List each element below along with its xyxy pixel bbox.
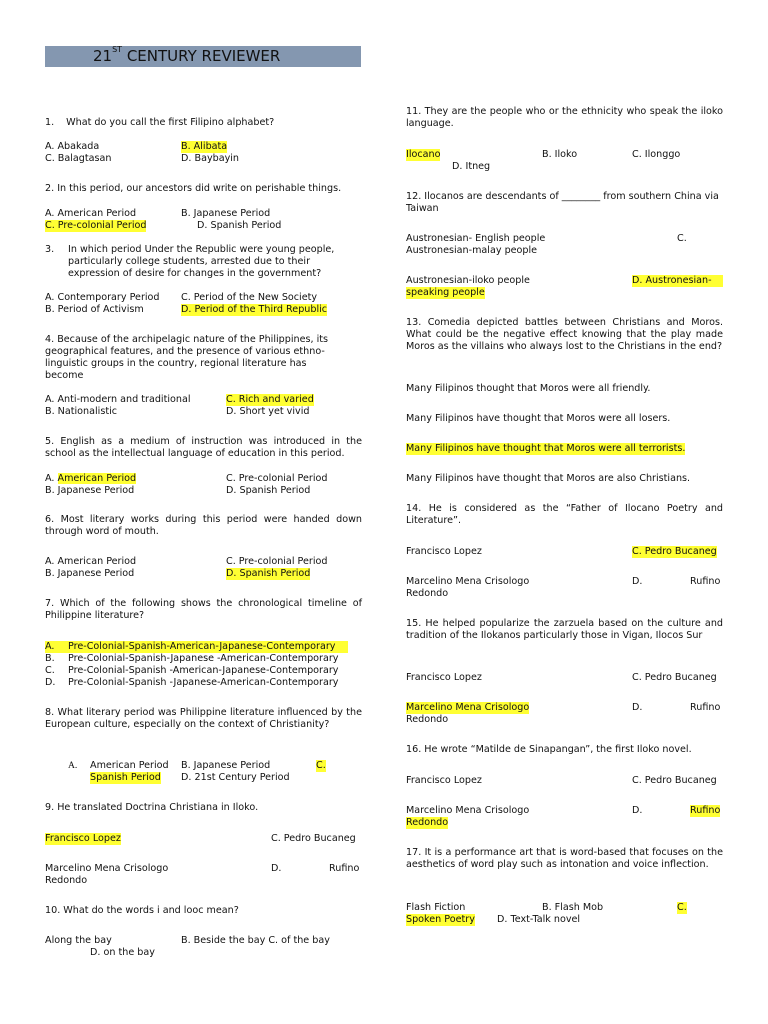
q16-option-d-cont: Redondo [406,817,449,828]
question-2: 2. In this period, our ancestors did write on perishable things. [45,183,342,194]
q2-option-b: B. Japanese Period [181,208,271,219]
q9-option-d-cont: Redondo [45,875,88,886]
q17-option-a: Flash Fiction [406,902,466,913]
q5-option-b: B. Japanese Period [45,485,135,496]
q12-option-d-cont: speaking people [406,287,485,298]
q9-option-c: C. Pedro Bucaneg [271,833,356,844]
question-5: 5. English as a medium of instruction was introduced in the school as the intellectual language of education in this period. [45,436,362,459]
q9-option-d-letter: D. [271,863,282,874]
q13-option-c: Many Filipinos have thought that Moros were all terrorists. [406,443,686,454]
q13-option-b: Many Filipinos have thought that Moros were all losers. [406,413,671,424]
q1-option-b: B. Alibata [181,141,228,152]
q6-option-a: A. American Period [45,556,137,567]
question-17: 17. It is a performance art that is word-based that focuses on the aesthetics of word play such as intonation and voice inflection. [406,847,723,870]
q15-option-d-letter: D. [632,702,643,713]
q8-option-c-letter: C. [316,760,326,771]
q17-option-b: B. Flash Mob [542,902,604,913]
q14-option-b: Marcelino Mena Crisologo [406,576,530,587]
q3-option-d: D. Period of the Third Republic [181,304,328,315]
q7-option-a: A. Pre-Colonial-Spanish-American-Japanese-Contemporary [45,641,348,653]
q3-option-b: B. Period of Activism [45,304,144,315]
q2-option-c: C. Pre-colonial Period [45,220,147,231]
q16-option-d: Rufino [690,805,721,816]
question-9: 9. He translated Doctrina Christiana in Iloko. [45,802,259,813]
q3-option-a: A. Contemporary Period [45,292,160,303]
q17-option-c-letter: C. [677,902,687,913]
q11-option-b: B. Iloko [542,149,578,160]
question-4: 4. Because of the archipelagic nature of the Philippines, its geographical features, and the presence of various ethno-linguistic groups in the country, regional literature has become [45,334,329,381]
q4-option-a: A. Anti-modern and traditional [45,394,191,405]
q14-option-d-letter: D. [632,576,643,587]
question-6: 6. Most literary works during this period were handed down through word of mouth. [45,514,362,537]
q6-option-d: D. Spanish Period [226,568,311,579]
q12-option-c-letter: C. [677,233,687,244]
question-13: 13. Comedia depicted battles between Christians and Moros. What could be the negative effect knowing that the play made Moros as the villains who always lost to the Christians in the end? [406,317,723,352]
q16-option-c: C. Pedro Bucaneg [632,775,717,786]
page-title: 21ST CENTURY REVIEWER [93,45,281,65]
question-12: 12. Ilocanos are descendants of ________ from southern China via Taiwan [406,191,719,214]
question-15: 15. He helped popularize the zarzuela based on the culture and tradition of the Ilokanos particularly those in Vigan, Ilocos Sur [406,618,723,641]
q11-option-d: D. Itneg [452,161,491,172]
q4-option-d: D. Short yet vivid [226,406,310,417]
q16-option-b: Marcelino Mena Crisologo [406,805,530,816]
q7-option-d: D. Pre-Colonial-Spanish -Japanese-American-Contemporary [45,677,339,688]
q16-option-d-letter: D. [632,805,643,816]
question-7: 7. Which of the following shows the chronological timeline of Philippine literature? [45,598,362,621]
q4-option-c: C. Rich and varied [226,394,314,405]
q10-option-d: D. on the bay [90,947,155,958]
question-3: In which period Under the Republic were young people, particularly college students, arrested due to their expression of desire for changes in the government? [68,244,335,279]
q12-option-b: Austronesian-iloko people [406,275,530,286]
q8-option-b: B. Japanese Period [181,760,271,771]
q15-option-d: Rufino [690,702,721,713]
question-10: 10. What do the words i and looc mean? [45,905,239,916]
q12-option-d: D. Austronesian- [632,275,723,287]
q5-option-d: D. Spanish Period [226,485,311,496]
q15-option-a: Francisco Lopez [406,672,482,683]
q14-option-c: C. Pedro Bucaneg [632,546,717,557]
q8-option-a-letter: A. [68,760,78,771]
q12-option-c: Austronesian-malay people [406,245,538,256]
q13-option-a: Many Filipinos thought that Moros were all friendly. [406,383,651,394]
q16-option-a: Francisco Lopez [406,775,482,786]
q15-option-d-cont: Redondo [406,714,449,725]
q14-option-d-cont: Redondo [406,588,449,599]
q10-option-bc: B. Beside the bay C. of the bay [181,935,330,946]
question-14: 14. He is considered as the “Father of Ilocano Poetry and Literature”. [406,503,723,526]
question-16: 16. He wrote “Matilde de Sinapangan”, the first Iloko novel. [406,744,692,755]
q15-option-c: C. Pedro Bucaneg [632,672,717,683]
q14-option-d: Rufino [690,576,721,587]
q1-option-d: D. Baybayin [181,153,240,164]
q9-option-d: Rufino [329,863,360,874]
question-1: 1. What do you call the first Filipino alphabet? [45,117,275,128]
q14-option-a: Francisco Lopez [406,546,482,557]
q13-option-d: Many Filipinos have thought that Moros are also Christians. [406,473,691,484]
q7-option-c: C. Pre-Colonial-Spanish -American-Japanese-Contemporary [45,665,339,676]
q2-option-a: A. American Period [45,208,137,219]
q2-option-d: D. Spanish Period [197,220,282,231]
question-11: 11. They are the people who or the ethnicity who speak the iloko language. [406,106,723,129]
q5-option-c: C. Pre-colonial Period [226,473,328,484]
q3-number: 3. [45,244,55,255]
q11-option-c: C. Ilonggo [632,149,681,160]
q6-option-c: C. Pre-colonial Period [226,556,328,567]
q5-option-a: A. American Period [45,473,137,484]
q9-option-b: Marcelino Mena Crisologo [45,863,169,874]
q10-option-a: Along the bay [45,935,112,946]
q8-option-a: American Period [90,760,169,771]
q17-option-c: Spoken Poetry [406,914,475,925]
q3-option-c: C. Period of the New Society [181,292,318,303]
q6-option-b: B. Japanese Period [45,568,135,579]
q1-option-c: C. Balagtasan [45,153,112,164]
q8-option-d: D. 21st Century Period [181,772,290,783]
q7-option-b: B. Pre-Colonial-Spanish-Japanese -American-Contemporary [45,653,339,664]
question-8: 8. What literary period was Philippine literature influenced by the European culture, especially on the context of Christianity? [45,707,362,730]
q9-option-a: Francisco Lopez [45,833,121,844]
q1-option-a: A. Abakada [45,141,100,152]
q11-option-a: Ilocano [406,149,441,160]
q4-option-b: B. Nationalistic [45,406,118,417]
page-title-banner [45,46,361,67]
q17-option-d: D. Text-Talk novel [497,914,581,925]
q8-option-c: Spanish Period [90,772,161,783]
q12-option-a: Austronesian- English people [406,233,546,244]
q15-option-b: Marcelino Mena Crisologo [406,702,530,713]
